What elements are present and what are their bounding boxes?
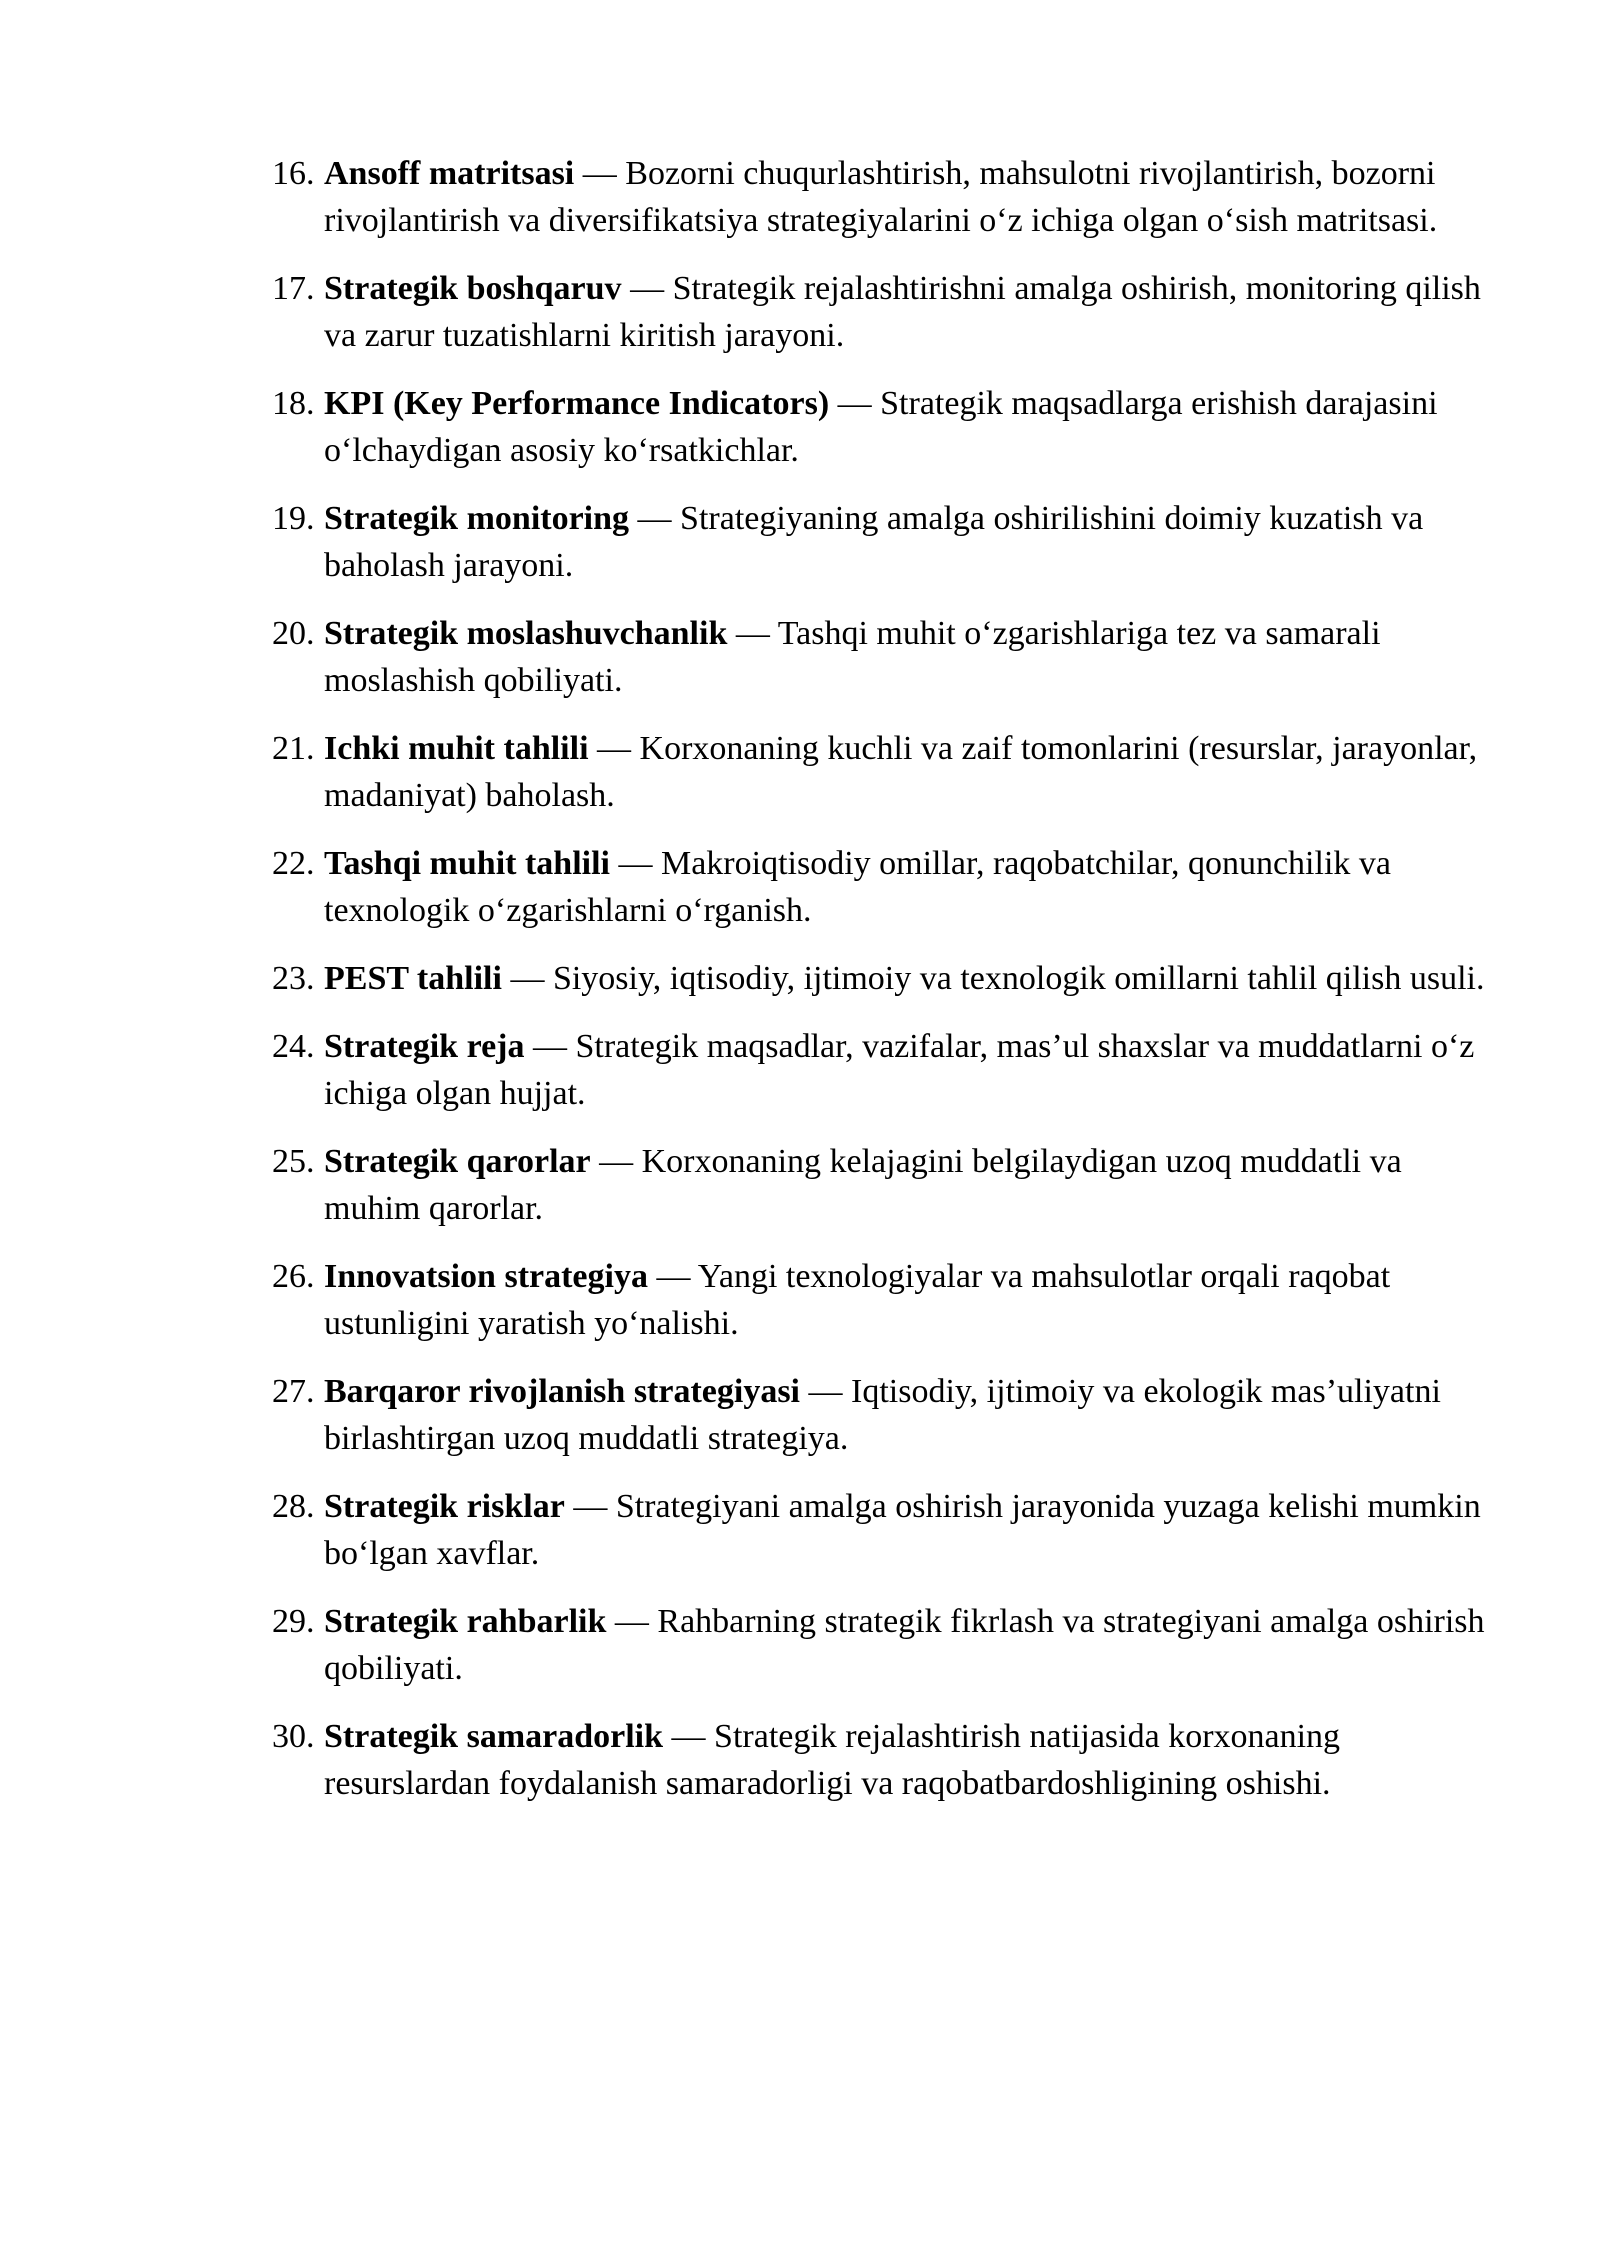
- entry-term: Innovatsion strategiya: [324, 1258, 648, 1295]
- glossary-entry: [272, 1483, 1492, 1577]
- glossary-entry: [272, 725, 1492, 819]
- entry-number: 19.: [272, 500, 315, 537]
- entry-term: Strategik boshqaruv: [324, 270, 622, 307]
- glossary-entry: [272, 150, 1492, 244]
- entry-term: Strategik monitoring: [324, 500, 630, 537]
- entry-number: 24.: [272, 1028, 315, 1065]
- entry-definition: — Strategik maqsadlar, vazifalar, mas’ul shaxslar va muddatlarni o‘z ichiga olgan hujjat.: [324, 1028, 1475, 1112]
- entry-definition: — Strategiyani amalga oshirish jarayonida yuzaga kelishi mumkin bo‘lgan xavflar.: [324, 1488, 1481, 1572]
- glossary-entry: [272, 495, 1492, 589]
- glossary-entry: [272, 265, 1492, 359]
- glossary-entry: [272, 1713, 1492, 1807]
- glossary-entry: [272, 1023, 1492, 1117]
- entry-number: 27.: [272, 1373, 315, 1410]
- entry-number: 17.: [272, 270, 315, 307]
- entry-number: 22.: [272, 845, 315, 882]
- entry-term: Barqaror rivojlanish strategiyasi: [324, 1373, 800, 1410]
- entry-term: Strategik moslashuvchanlik: [324, 615, 728, 652]
- glossary-list: [272, 150, 1492, 1828]
- entry-number: 26.: [272, 1258, 315, 1295]
- entry-definition: — Siyosiy, iqtisodiy, ijtimoiy va texnologik omillarni tahlil qilish usuli.: [501, 960, 1485, 997]
- entry-number: 23.: [272, 960, 315, 997]
- entry-term: Strategik rahbarlik: [324, 1603, 607, 1640]
- entry-term: Strategik risklar: [324, 1488, 565, 1525]
- glossary-entry: [272, 1253, 1492, 1347]
- entry-definition: — Tashqi muhit o‘zgarishlariga tez va samarali moslashish qobiliyati.: [324, 615, 1381, 699]
- entry-term: Tashqi muhit tahlili: [324, 845, 610, 882]
- entry-definition: — Strategik rejalashtirish natijasida korxonaning resurslardan foydalanish samaradorligi va raqobatbardoshligining oshishi.: [324, 1718, 1341, 1802]
- entry-definition: — Strategik maqsadlarga erishish darajasini o‘lchaydigan asosiy ko‘rsatkichlar.: [324, 385, 1438, 469]
- glossary-entry: [272, 1138, 1492, 1232]
- entry-term: Strategik reja: [324, 1028, 525, 1065]
- glossary-entry: [272, 610, 1492, 704]
- entry-number: 20.: [272, 615, 315, 652]
- entry-number: 28.: [272, 1488, 315, 1525]
- entry-definition: — Strategiyaning amalga oshirilishini doimiy kuzatish va baholash jarayoni.: [324, 500, 1424, 584]
- glossary-entry: [272, 380, 1492, 474]
- glossary-entry: [272, 1598, 1492, 1692]
- entry-number: 18.: [272, 385, 315, 422]
- entry-number: 30.: [272, 1718, 315, 1755]
- entry-definition: — Korxonaning kuchli va zaif tomonlarini (resurslar, jarayonlar, madaniyat) baholash.: [324, 730, 1478, 814]
- entry-number: 29.: [272, 1603, 315, 1640]
- entry-definition: — Makroiqtisodiy omillar, raqobatchilar, qonunchilik va texnologik o‘zgarishlarni o‘rganish.: [324, 845, 1391, 929]
- glossary-entry: [272, 955, 1492, 1002]
- entry-definition: — Bozorni chuqurlashtirish, mahsulotni rivojlantirish, bozorni rivojlantirish va diversifikatsiya strategiyalarini o‘z ichiga olgan o‘sish matritsasi.: [324, 155, 1438, 239]
- glossary-entry: [272, 840, 1492, 934]
- entry-definition: — Rahbarning strategik fikrlash va strategiyani amalga oshirish qobiliyati.: [324, 1603, 1485, 1687]
- entry-number: 25.: [272, 1143, 315, 1180]
- entry-number: 21.: [272, 730, 315, 767]
- entry-definition: — Korxonaning kelajagini belgilaydigan uzoq muddatli va muhim qarorlar.: [324, 1143, 1402, 1227]
- entry-term: Strategik qarorlar: [324, 1143, 591, 1180]
- entry-term: Ansoff matritsasi: [324, 155, 575, 192]
- entry-term: KPI (Key Performance Indicators): [324, 385, 830, 422]
- entry-definition: — Yangi texnologiyalar va mahsulotlar orqali raqobat ustunligini yaratish yo‘nalishi.: [324, 1258, 1391, 1342]
- entry-number: 16.: [272, 155, 315, 192]
- entry-definition: — Iqtisodiy, ijtimoiy va ekologik mas’uliyatni birlashtirgan uzoq muddatli strategiya.: [324, 1373, 1441, 1457]
- glossary-entry: [272, 1368, 1492, 1462]
- entry-term: PEST tahlili: [324, 960, 502, 997]
- entry-definition: — Strategik rejalashtirishni amalga oshirish, monitoring qilish va zarur tuzatishlarni kiritish jarayoni.: [324, 270, 1481, 354]
- entry-term: Ichki muhit tahlili: [324, 730, 589, 767]
- entry-term: Strategik samaradorlik: [324, 1718, 664, 1755]
